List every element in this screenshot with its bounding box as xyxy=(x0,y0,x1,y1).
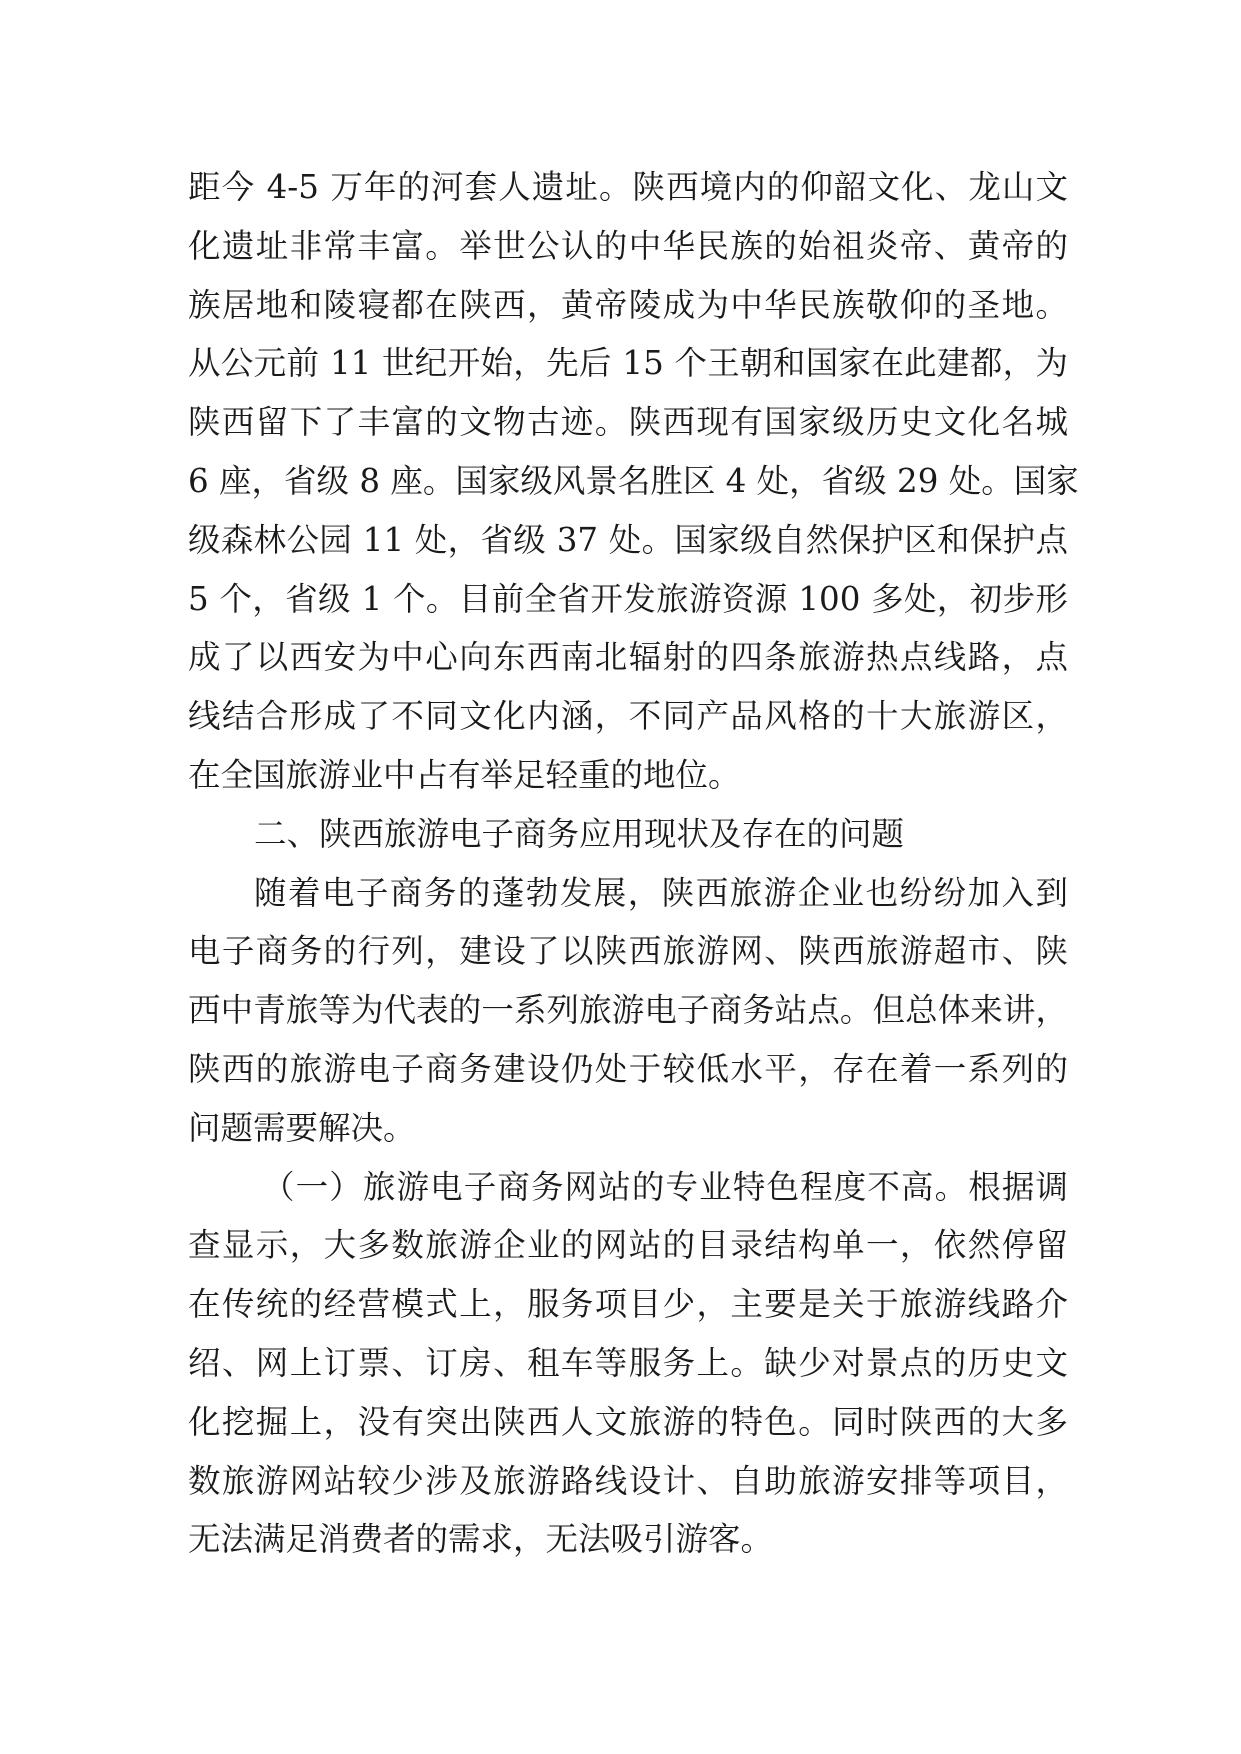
text-line: 电子商务的行列，建设了以陕西旅游网、陕西旅游超市、陕 xyxy=(188,932,1068,971)
text-line: 族居地和陵寝都在陕西，黄帝陵成为中华民族敬仰的圣地。 xyxy=(188,285,1068,324)
text-line: 5 个，省级 1 个。目前全省开发旅游资源 100 多处，初步形 xyxy=(188,579,1068,618)
text-line: 在全国旅游业中占有举足轻重的地位。 xyxy=(188,755,741,794)
text-line: 绍、网上订票、订房、租车等服务上。缺少对景点的历史文 xyxy=(188,1343,1068,1382)
text-line: 陕西的旅游电子商务建设仍处于较低水平，存在着一系列的 xyxy=(188,1049,1068,1088)
text-line: 无法满足消费者的需求，无法吸引游客。 xyxy=(188,1520,774,1559)
text-line: 成了以西安为中心向东西南北辐射的四条旅游热点线路，点 xyxy=(188,638,1068,677)
text-line: 化遗址非常丰富。举世公认的中华民族的始祖炎帝、黄帝的 xyxy=(188,226,1068,265)
text-line: 西中青旅等为代表的一系列旅游电子商务站点。但总体来讲， xyxy=(188,991,1068,1030)
text-line: 数旅游网站较少涉及旅游路线设计、自助旅游安排等项目， xyxy=(188,1461,1068,1500)
text-line: 级森林公园 11 处，省级 37 处。国家级自然保护区和保护点 xyxy=(188,520,1068,559)
text-line: 化挖掘上，没有突出陕西人文旅游的特色。同时陕西的大多 xyxy=(188,1402,1068,1441)
text-line: 距今 4-5 万年的河套人遗址。陕西境内的仰韶文化、龙山文 xyxy=(188,168,1068,206)
text-line: 6 座，省级 8 座。国家级风景名胜区 4 处，省级 29 处。国家 xyxy=(188,461,1079,500)
text-line: 从公元前 11 世纪开始，先后 15 个王朝和国家在此建都，为 xyxy=(188,344,1068,383)
text-line: 陕西留下了丰富的文物古迹。陕西现有国家级历史文化名城 xyxy=(188,403,1068,442)
section-heading: 二、陕西旅游电子商务应用现状及存在的问题 xyxy=(254,814,905,853)
text-line: 查显示，大多数旅游企业的网站的目录结构单一，依然停留 xyxy=(188,1226,1068,1265)
text-line: 问题需要解决。 xyxy=(188,1108,416,1147)
body-text xyxy=(188,158,1079,1569)
text-line: 线结合形成了不同文化内涵，不同产品风格的十大旅游区， xyxy=(188,697,1068,736)
text-line: 随着电子商务的蓬勃发展，陕西旅游企业也纷纷加入到 xyxy=(254,873,1068,912)
subsection-heading: （一）旅游电子商务网站的专业特色程度不高。根据调 xyxy=(262,1167,1068,1206)
text-line: 在传统的经营模式上，服务项目少，主要是关于旅游线路介 xyxy=(188,1285,1068,1324)
